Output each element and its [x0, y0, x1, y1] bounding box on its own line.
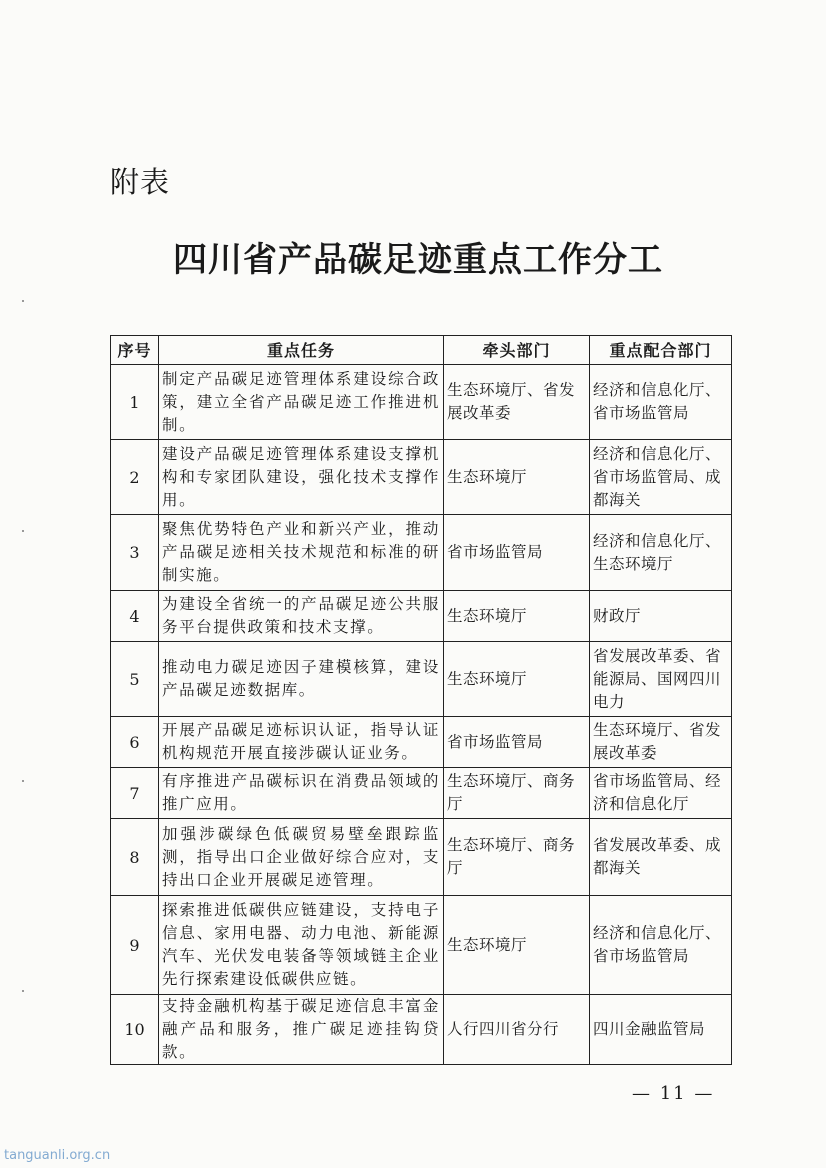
- row-cooperating-departments: 省发展改革委、省能源局、国网四川电力: [590, 642, 732, 717]
- row-index: 6: [111, 717, 159, 768]
- row-index: 2: [111, 440, 159, 515]
- row-task: 探索推进低碳供应链建设，支持电子信息、家用电器、动力电池、新能源汽车、光伏发电装备等领域链主企业先行探索建设低碳供应链。: [159, 896, 444, 995]
- table-row: [111, 995, 732, 1065]
- row-cooperating-departments: 经济和信息化厅、生态环境厅: [590, 515, 732, 591]
- table-row: [111, 819, 732, 896]
- row-task: 推动电力碳足迹因子建模核算，建设产品碳足迹数据库。: [159, 642, 444, 717]
- row-task: 支持金融机构基于碳足迹信息丰富金融产品和服务，推广碳足迹挂钩贷款。: [159, 995, 444, 1065]
- row-cooperating-departments: 经济和信息化厅、省市场监管局: [590, 896, 732, 995]
- table-row: [111, 440, 732, 515]
- row-index: 4: [111, 591, 159, 642]
- row-cooperating-departments: 省发展改革委、成都海关: [590, 819, 732, 896]
- row-cooperating-departments: 经济和信息化厅、省市场监管局、成都海关: [590, 440, 732, 515]
- page-number: — 11 —: [632, 1083, 715, 1104]
- row-index: 10: [111, 995, 159, 1065]
- table-row: [111, 768, 732, 819]
- header-task: 重点任务: [159, 336, 444, 365]
- row-task: 加强涉碳绿色低碳贸易壁垒跟踪监测，指导出口企业做好综合应对，支持出口企业开展碳足迹管理。: [159, 819, 444, 896]
- row-task: 为建设全省统一的产品碳足迹公共服务平台提供政策和技术支撑。: [159, 591, 444, 642]
- row-lead-department: 生态环境厅: [444, 591, 590, 642]
- document-title: 四川省产品碳足迹重点工作分工: [173, 240, 663, 280]
- margin-mark: [22, 780, 24, 782]
- row-lead-department: 生态环境厅、商务厅: [444, 819, 590, 896]
- row-task: 有序推进产品碳标识在消费品领域的推广应用。: [159, 768, 444, 819]
- row-lead-department: 生态环境厅: [444, 440, 590, 515]
- row-lead-department: 生态环境厅: [444, 642, 590, 717]
- row-index: 8: [111, 819, 159, 896]
- table-row: [111, 642, 732, 717]
- row-index: 7: [111, 768, 159, 819]
- table-row: [111, 365, 732, 440]
- table-header-row: [111, 336, 732, 365]
- row-index: 3: [111, 515, 159, 591]
- header-index: 序号: [111, 336, 159, 365]
- row-cooperating-departments: 财政厅: [590, 591, 732, 642]
- margin-mark: [22, 990, 24, 992]
- row-cooperating-departments: 四川金融监管局: [590, 995, 732, 1065]
- row-task: 聚焦优势特色产业和新兴产业，推动产品碳足迹相关技术规范和标准的研制实施。: [159, 515, 444, 591]
- table-row: [111, 515, 732, 591]
- row-index: 5: [111, 642, 159, 717]
- watermark: tanguanli.org.cn: [4, 1148, 111, 1163]
- row-cooperating-departments: 省市场监管局、经济和信息化厅: [590, 768, 732, 819]
- row-index: 9: [111, 896, 159, 995]
- header-lead-department: 牵头部门: [444, 336, 590, 365]
- row-lead-department: 人行四川省分行: [444, 995, 590, 1065]
- row-task: 开展产品碳足迹标识认证，指导认证机构规范开展直接涉碳认证业务。: [159, 717, 444, 768]
- margin-mark: [22, 300, 24, 302]
- row-task: 制定产品碳足迹管理体系建设综合政策，建立全省产品碳足迹工作推进机制。: [159, 365, 444, 440]
- row-lead-department: 生态环境厅、省发展改革委: [444, 365, 590, 440]
- margin-mark: [22, 530, 24, 532]
- row-cooperating-departments: 经济和信息化厅、省市场监管局: [590, 365, 732, 440]
- row-index: 1: [111, 365, 159, 440]
- row-lead-department: 省市场监管局: [444, 515, 590, 591]
- row-cooperating-departments: 生态环境厅、省发展改革委: [590, 717, 732, 768]
- work-division-table: [110, 335, 732, 1065]
- row-lead-department: 省市场监管局: [444, 717, 590, 768]
- row-lead-department: 生态环境厅: [444, 896, 590, 995]
- appendix-label: 附表: [110, 165, 171, 199]
- row-lead-department: 生态环境厅、商务厅: [444, 768, 590, 819]
- table-row: [111, 591, 732, 642]
- row-task: 建设产品碳足迹管理体系建设支撑机构和专家团队建设，强化技术支撑作用。: [159, 440, 444, 515]
- header-cooperating-departments: 重点配合部门: [590, 336, 732, 365]
- table-row: [111, 896, 732, 995]
- table-row: [111, 717, 732, 768]
